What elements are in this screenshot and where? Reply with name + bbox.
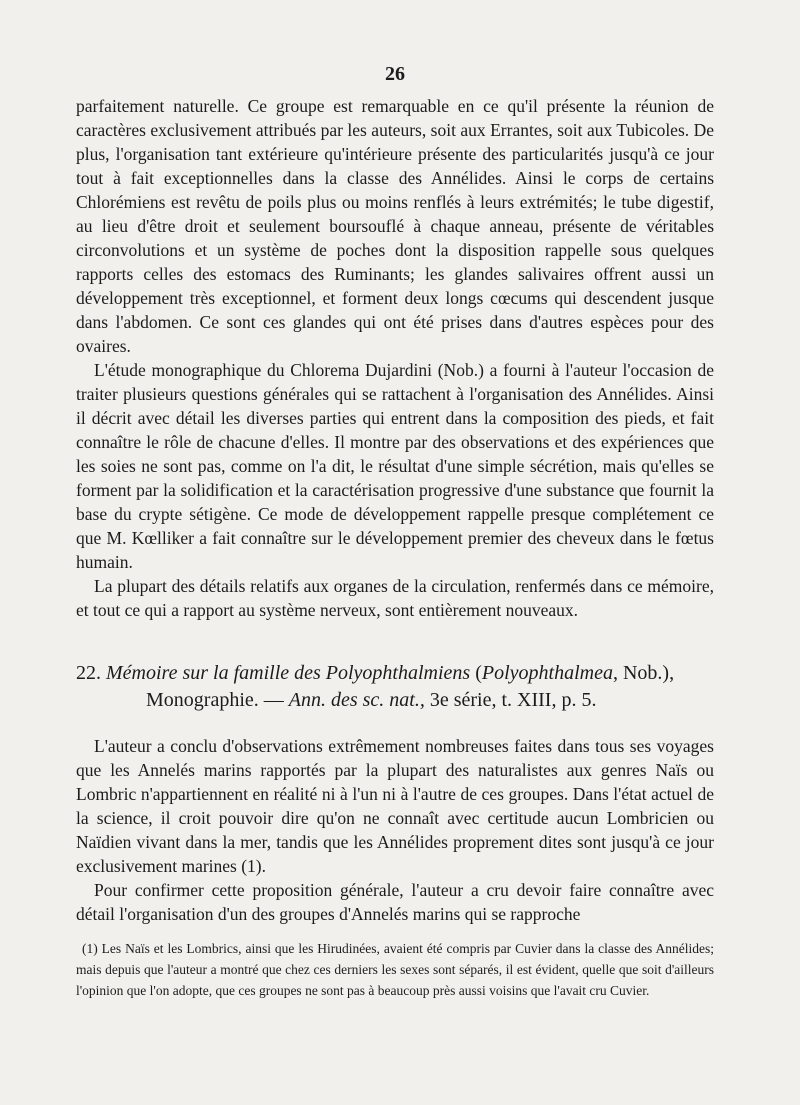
body-text-top: [76, 94, 714, 622]
section-number: 22.: [76, 662, 101, 684]
section-journal-ref: Ann. des sc. nat.,: [288, 689, 425, 711]
section-latin-name: Polyophthalmea: [481, 662, 613, 684]
footnote-1: (1) Les Naïs et les Lombrics, ainsi que les Hirudinées, avaient été compris par Cuvier dans la classe des Annélides; mais depuis que l'auteur a montré que chez ces derniers les sexes sont séparés, il est évident, quelle que soit d'ailleurs l'opinion que l'on adopte, que ces groupes ne sont pas à beaucoup près aussi voisins que l'avait cru Cuvier.: [76, 941, 714, 998]
paragraph-5: Pour confirmer cette proposition générale, l'auteur a cru devoir faire connaître avec détail l'organisation d'un des groupes d'Annelés marins qui se rapproche: [76, 880, 714, 924]
section-monographie: Monographie. —: [146, 689, 284, 711]
section-heading-line-2: [76, 687, 714, 714]
paragraph-1: parfaitement naturelle. Ce groupe est remarquable en ce qu'il présente la réunion de caractères exclusivement attribués par les auteurs, soit aux Errantes, soit aux Tubicoles. De plus, l'organisation tant extérieure qu'intérieure présente des particularités jusqu'à ce jour tout à fait exceptionnelles dans la classe des Annélides. Ainsi le corps de certains Chlorémiens est revêtu de poils plus ou moins renflés à leurs extrémités; le tube digestif, au lieu d'être droit et seulement boursouflé à chaque anneau, présente de véritables circonvolutions et un système de poches dont la disposition rappelle sous quelques rapports celles des estomacs des Ruminants; les glandes salivaires offrent aussi un développement très exceptionnel, et forment deux longs cœcums qui descendent jusque dans l'abdomen. Ce sont ces glandes qui ont été prises dans d'autres espèces pour des ovaires.: [76, 96, 714, 356]
section-series: 3e série, t. XIII, p. 5.: [429, 689, 597, 711]
section-heading-line-1: 22. Mémoire sur la famille des Polyophthalmiens (Polyophthalmea, Nob.),: [76, 662, 675, 684]
section-22: [76, 660, 714, 926]
footnotes: [76, 938, 714, 1001]
paragraph-3: La plupart des détails relatifs aux organes de la circulation, renfermés dans ce mémoire, et tout ce qui a rapport au système nerveux, sont entièrement nouveaux.: [76, 576, 714, 620]
section-heading: [76, 660, 714, 714]
page-number: 26: [385, 63, 405, 85]
body-text-bottom: [76, 734, 714, 926]
paragraph-4: L'auteur a conclu d'observations extrêmement nombreuses faites dans tous ses voyages que les Annelés marins rapportés par la plupart des naturalistes aux genres Naïs ou Lombric n'appartiennent en réalité ni à l'un ni à l'autre de ces groupes. Dans l'état actuel de la science, il croit pouvoir dire qu'on ne connaît avec certitude aucun Lombricien ou Naïdien vivant dans la mer, tandis que les Annélides proprement dites sont jusqu'à ce jour exclusivement marines (1).: [76, 736, 714, 876]
section-nob: , Nob.),: [612, 662, 675, 684]
paragraph-2: L'étude monographique du Chlorema Dujardini (Nob.) a fourni à l'auteur l'occasion de traiter plusieurs questions générales qui se rattachent à l'organisation des Annélides. Ainsi il décrit avec détail les diverses parties qui entrent dans la composition des pieds, et fait connaître le rôle de chacune d'elles. Il montre par des observations et des expériences que les soies ne sont pas, comme on l'a dit, le résultat d'une simple sécrétion, mais qu'elles se forment par la solidification et la caractérisation progressive d'une substance que fournit la base du crypte sétigène. Ce mode de développement rappelle presque complétement ce que M. Kœlliker a fait connaître sur le développement premier des cheveux dans le fœtus humain.: [76, 360, 714, 572]
section-title: Mémoire sur la famille des Polyophthalmiens: [106, 662, 471, 684]
